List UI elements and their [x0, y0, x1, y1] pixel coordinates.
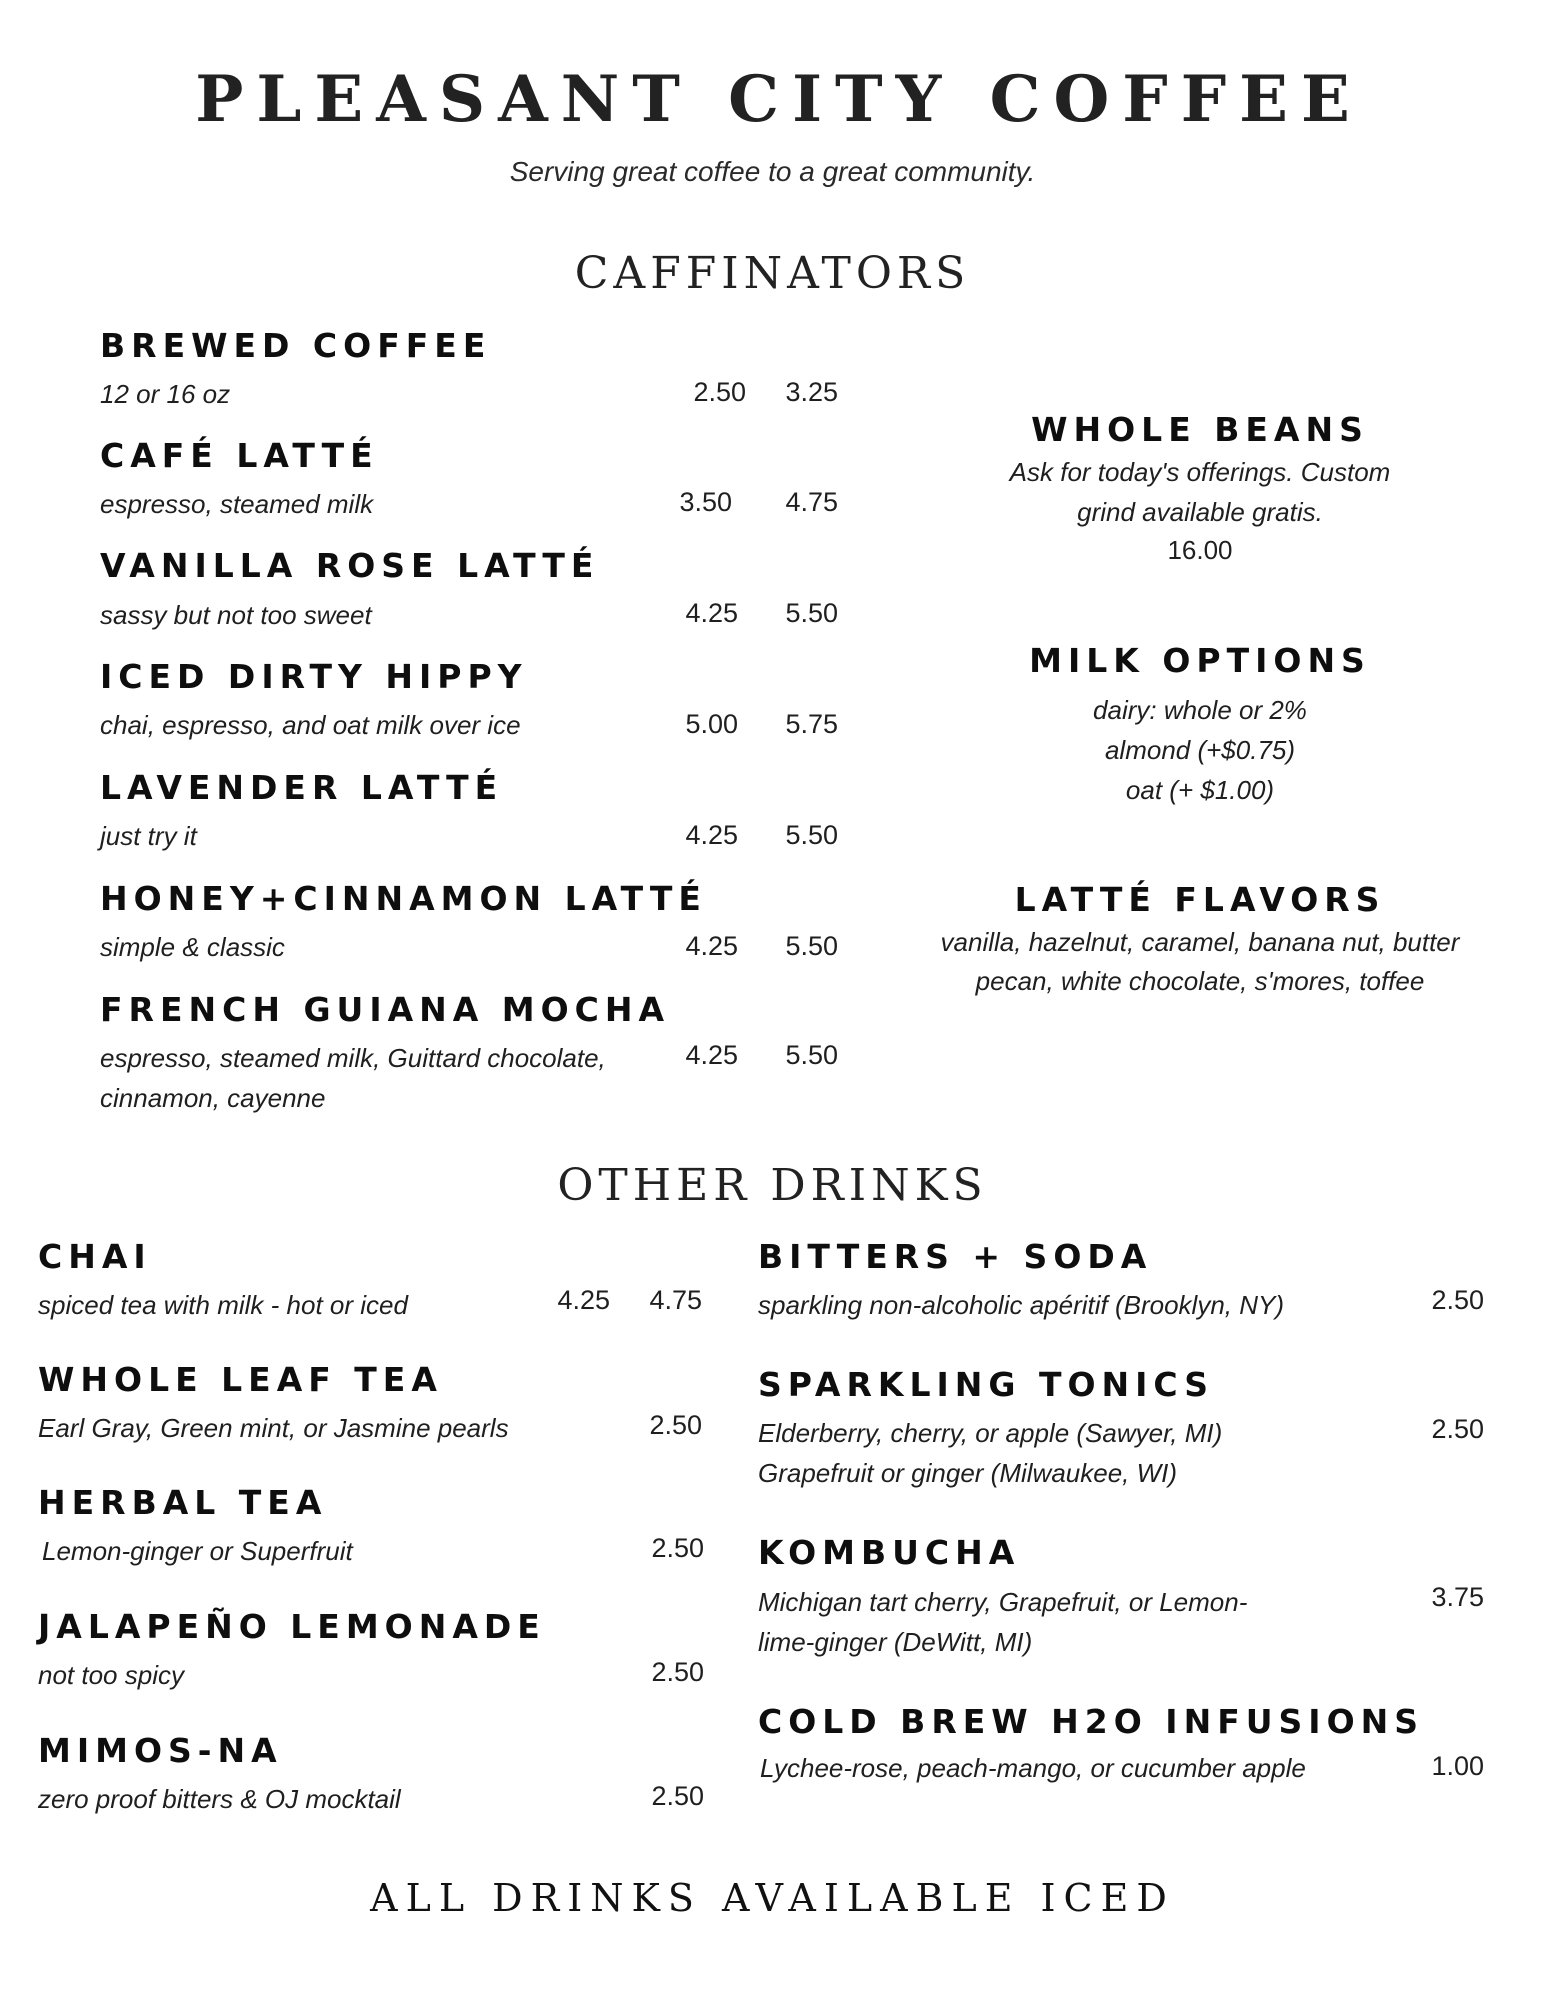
price-large: 5.50: [785, 1040, 838, 1070]
item-name: VANILLA ROSE LATTÉ: [100, 546, 600, 585]
price-small: 3.50: [679, 487, 732, 517]
item-description: zero proof bitters & OJ mocktail: [38, 1784, 401, 1814]
item-description: 12 or 16 oz: [100, 379, 231, 409]
whole-beans-heading: WHOLE BEANS: [1031, 410, 1369, 449]
item-name: JALAPEÑO LEMONADE: [38, 1607, 546, 1646]
price-small: 4.25: [685, 1040, 738, 1070]
milk-option: almond (+$0.75): [1104, 735, 1296, 765]
item-name: SPARKLING TONICS: [758, 1365, 1215, 1404]
item-description: espresso, steamed milk: [100, 489, 374, 519]
price-large: 5.50: [785, 598, 838, 628]
item-description: sparkling non-alcoholic apéritif (Brooklyn, NY): [758, 1290, 1285, 1320]
whole-beans-text-2: grind available gratis.: [1077, 497, 1323, 527]
price-small: 4.25: [557, 1285, 610, 1315]
latte-flavors-text: vanilla, hazelnut, caramel, banana nut, butter: [940, 927, 1460, 957]
item-description: Elderberry, cherry, or apple (Sawyer, MI): [758, 1418, 1223, 1448]
whole-beans-text: Ask for today's offerings. Custom: [1009, 457, 1391, 487]
item-description: espresso, steamed milk, Guittard chocolate,: [100, 1043, 606, 1073]
tagline: Serving great coffee to a great community.: [509, 156, 1036, 187]
price: 2.50: [651, 1533, 704, 1563]
whole-beans-price: 16.00: [1167, 535, 1233, 565]
latte-flavors-text-2: pecan, white chocolate, s'mores, toffee: [975, 966, 1425, 996]
price-small: 4.25: [685, 820, 738, 850]
milk-options-heading: MILK OPTIONS: [1029, 641, 1371, 680]
price-large: 4.75: [785, 487, 838, 517]
item-name: HONEY+CINNAMON LATTÉ: [100, 879, 707, 918]
price: 2.50: [1431, 1414, 1484, 1444]
item-description: Earl Gray, Green mint, or Jasmine pearls: [38, 1413, 509, 1443]
price-large: 5.50: [785, 820, 838, 850]
footer-note: ALL DRINKS AVAILABLE ICED: [370, 1876, 1175, 1920]
item-description: simple & classic: [100, 932, 285, 962]
price: 2.50: [649, 1410, 702, 1440]
price-large: 3.25: [785, 377, 838, 407]
item-name: LAVENDER LATTÉ: [100, 768, 504, 807]
item-description: Michigan tart cherry, Grapefruit, or Lemon-: [758, 1587, 1248, 1617]
price: 2.50: [1431, 1285, 1484, 1315]
item-name: KOMBUCHA: [758, 1533, 1021, 1572]
item-description: just try it: [100, 821, 197, 851]
item-description: Lemon-ginger or Superfruit: [42, 1536, 353, 1566]
price: 3.75: [1431, 1582, 1484, 1612]
menu-title: PLEASANT CITY COFFEE: [195, 62, 1363, 137]
item-name: BREWED COFFEE: [100, 326, 492, 365]
item-name: HERBAL TEA: [38, 1483, 328, 1522]
price-small: 5.00: [685, 709, 738, 739]
price-small: 4.25: [685, 598, 738, 628]
item-description-line-2: cinnamon, cayenne: [100, 1083, 326, 1113]
item-name: CAFÉ LATTÉ: [100, 436, 379, 475]
item-description-line-2: lime-ginger (DeWitt, MI): [758, 1627, 1033, 1657]
price: 1.00: [1431, 1751, 1484, 1781]
price: 2.50: [651, 1657, 704, 1687]
latte-flavors-heading: LATTÉ FLAVORS: [1014, 880, 1386, 919]
item-name: BITTERS + SODA: [758, 1237, 1153, 1276]
price-small: 2.50: [693, 377, 746, 407]
price-small: 4.25: [685, 931, 738, 961]
price-large: 4.75: [649, 1285, 702, 1315]
item-name: MIMOS-NA: [38, 1731, 283, 1770]
item-description: Lychee-rose, peach-mango, or cucumber apple: [760, 1753, 1306, 1783]
price-large: 5.75: [785, 709, 838, 739]
item-name: CHAI: [38, 1237, 152, 1276]
price: 2.50: [651, 1781, 704, 1811]
price-large: 5.50: [785, 931, 838, 961]
section-heading-other-drinks: OTHER DRINKS: [557, 1160, 988, 1211]
item-name: FRENCH GUIANA MOCHA: [100, 990, 671, 1029]
item-description: chai, espresso, and oat milk over ice: [100, 710, 521, 740]
item-description-line-2: Grapefruit or ginger (Milwaukee, WI): [758, 1458, 1178, 1488]
item-name: WHOLE LEAF TEA: [38, 1360, 443, 1399]
item-description: not too spicy: [38, 1660, 184, 1690]
milk-option: oat (+ $1.00): [1125, 775, 1275, 805]
item-description: spiced tea with milk - hot or iced: [38, 1290, 408, 1320]
item-description: sassy but not too sweet: [100, 600, 372, 630]
milk-option: dairy: whole or 2%: [1093, 695, 1307, 725]
item-name: COLD BREW H2O INFUSIONS: [758, 1702, 1425, 1741]
item-name: ICED DIRTY HIPPY: [100, 657, 528, 696]
section-heading-caffinators: CAFFINATORS: [574, 248, 971, 299]
